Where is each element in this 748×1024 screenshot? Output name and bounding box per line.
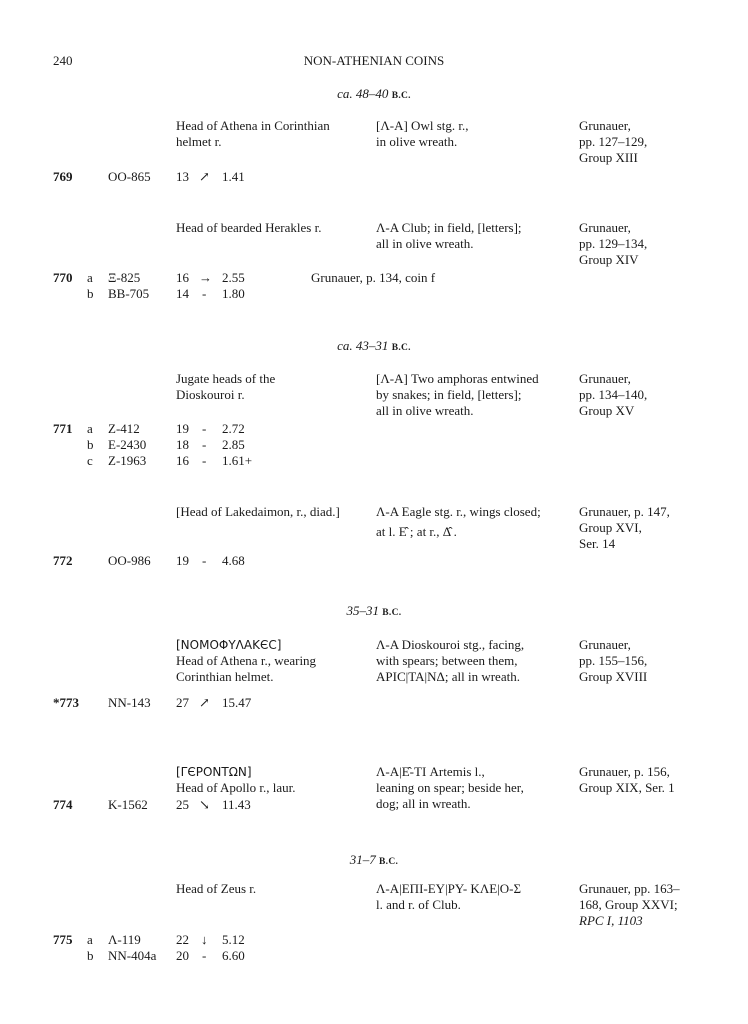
coin-note: Grunauer, p. 134, coin f [311,270,436,285]
coin-size: 19 [176,553,189,568]
coin-size: 16 [176,453,189,468]
reference: Grunauer, pp. 155–156, Group XVIII [579,637,648,684]
period-date: ca. 43–31 [337,338,389,353]
period-date: 35–31 [346,603,380,618]
reverse-description: [Λ-A] Owl stg. r., in olive wreath. [376,118,469,149]
catalogue-number: 772 [53,553,73,568]
reverse-description: Λ-A|ΕΠΙ-ΕΥ|ΡΥ- ΚΛΕ|Ο-Σ l. and r. of Club. [376,881,522,912]
coin-size: 14 [176,286,189,301]
coin-variant: a [87,270,93,285]
reference: Grunauer, pp. 163– 168, Group XXVI; RPC I, 1103 [579,881,680,928]
die-axis: - [202,421,207,436]
coin-variant: b [87,286,94,301]
coin-variant: b [87,437,94,452]
die-axis: ↘ [199,797,210,812]
coin-size: 16 [176,270,189,285]
obverse-description: [ΝΟΜΟΦΥΛΑΚЄϹ] Head of Athena r., wearing Corinthian helmet. [176,638,317,684]
obverse-description: [ΓЄΡΟΝΤΩΝ] Head of Apollo r., laur. [176,765,296,795]
catalogue-number: *773 [53,695,79,710]
reference: Grunauer, pp. 134–140, Group XV [579,371,648,418]
obverse-description: Head of bearded Herakles r. [176,220,322,235]
coin-weight: 2.85 [222,437,245,452]
inventory-number: Z-1963 [108,453,147,468]
catalogue-number: 775 [53,932,73,947]
period-date: ca. 48–40 [337,86,389,101]
reference: Grunauer, pp. 129–134, Group XIV [579,220,648,267]
coin-variant: b [87,948,94,963]
die-axis: ↗ [199,169,210,184]
die-axis: - [202,948,207,963]
obverse-description: Head of Zeus r. [176,881,257,896]
coin-size: 22 [176,932,189,947]
coin-weight: 1.80 [222,286,245,301]
coin-weight: 1.61+ [222,453,253,468]
reference: Grunauer, p. 147, Group XVI, Ser. 14 [579,504,670,551]
inventory-number: OO-865 [108,169,151,184]
reference: Grunauer, pp. 127–129, Group XIII [579,118,648,165]
period-heading [0,86,748,104]
period-era: B.C. [391,91,411,101]
inventory-number: OO-986 [108,553,151,568]
coin-weight: 6.60 [222,948,245,963]
coin-weight: 15.47 [222,695,252,710]
coin-size: 19 [176,421,189,436]
page-number: 240 [53,53,73,68]
catalogue-number: 769 [53,169,73,184]
coin-variant: a [87,421,93,436]
coin-weight: 11.43 [222,797,251,812]
inventory-number: E-2430 [108,437,147,452]
inventory-number: BB-705 [108,286,150,301]
reverse-description: [Λ-A] Two amphoras entwined by snakes; in field, [letters]; all in olive wreath. [376,371,539,418]
coin-size: 25 [176,797,189,812]
catalogue-number: 770 [53,270,73,285]
inventory-number: NN-404a [108,948,157,963]
page-title: NON-ATHENIAN COINS [303,53,445,68]
coin-size: 13 [176,169,189,184]
die-axis: - [202,453,207,468]
reverse-description: Λ-A Eagle stg. r., wings closed; at l. Ε̂ ; at r., Δ̂ . [376,504,541,539]
die-axis: - [202,553,207,568]
coin-size: 18 [176,437,189,452]
coin-weight: 2.55 [222,270,245,285]
coin-variant: c [87,453,93,468]
period-era: B.C. [391,343,411,353]
coin-size: 20 [176,948,189,963]
reverse-description: Λ-A Dioskouroi stg., facing, with spears; between them, ΑΡΙϹ|ΤΑ|ΝΔ; all in wreath. [376,637,525,684]
coin-size: 27 [176,695,189,710]
inventory-number: Ξ-825 [108,270,141,285]
coin-weight: 4.68 [222,553,245,568]
inventory-number: NN-143 [108,695,151,710]
catalogue-number: 771 [53,421,73,436]
obverse-description: Head of Athena in Corinthian helmet r. [176,118,330,149]
coin-weight: 2.72 [222,421,245,436]
reverse-description: Λ-A Club; in field, [letters]; all in olive wreath. [376,220,522,251]
inventory-number: K-1562 [108,797,148,812]
obverse-description: [Head of Lakedaimon, r., diad.] [176,504,340,519]
die-axis: - [202,437,207,452]
period-era: B.C. [382,608,402,618]
coin-variant: a [87,932,93,947]
period-heading [0,603,748,621]
die-axis: - [202,286,207,301]
period-era: B.C. [379,857,399,867]
catalogue-number: 774 [53,797,73,812]
period-heading [0,852,748,870]
inventory-number: Λ-119 [108,932,141,947]
die-axis: → [199,270,212,285]
period-date: 31–7 [349,852,376,867]
obverse-description: Jugate heads of the Dioskouroi r. [176,371,276,402]
coin-weight: 1.41 [222,169,245,184]
die-axis: ↓ [201,932,208,947]
die-axis: ↗ [199,695,210,710]
coin-weight: 5.12 [222,932,245,947]
reference: Grunauer, p. 156, Group XIX, Ser. 1 [579,764,675,795]
reverse-description: Λ-A|Ε̂-ΤΙ Artemis l., leaning on spear; beside her, dog; all in wreath. [376,764,524,811]
period-heading [0,338,748,356]
inventory-number: Z-412 [108,421,140,436]
